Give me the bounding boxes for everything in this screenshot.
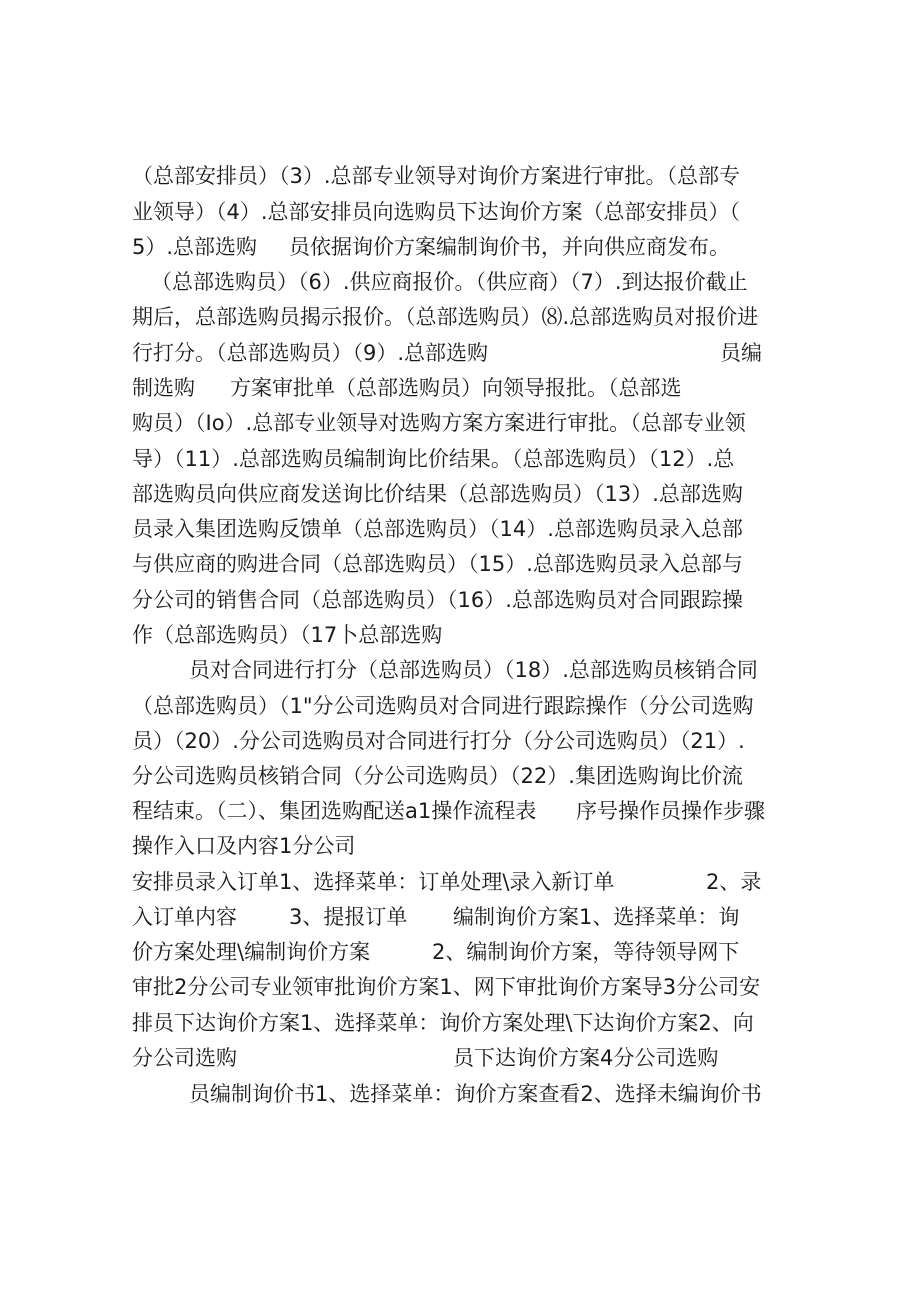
text-line: [0, 899, 920, 935]
text-segment: 员编制询价书1、选择菜单：询价方案查看2、选择未编询价书: [189, 1082, 762, 1106]
text-segment: 导）（11）.总部选购员编制询比价结果。（总部选购员）（12）.总: [132, 447, 735, 471]
text-segment: 分公司的销售合同（总部选购员）（16）.总部选购员对合同跟踪操: [132, 588, 743, 612]
text-segment: （总部选购员）（1"分公司选购员对合同进行跟踪操作（分公司选购: [132, 694, 754, 718]
text-line: [0, 370, 920, 406]
text-segment: 员下达询价方案4分公司选购: [453, 1046, 719, 1070]
text-segment: 价方案处理\编制询价方案: [132, 940, 371, 964]
text-line: [0, 617, 920, 653]
text-segment: 部选购员向供应商发送询比价结果（总部选购员）（13）.总部选购: [132, 482, 743, 506]
text-segment: 3、提报订单: [289, 905, 408, 929]
text-segment: 2、录: [706, 870, 762, 894]
text-segment: （总部安排员）（3）.总部专业领导对询价方案进行审批。（总部专: [132, 164, 741, 188]
text-segment: 操作入口及内容1分公司: [132, 834, 356, 858]
text-line: [0, 1005, 920, 1041]
text-segment: 员编: [720, 341, 762, 365]
text-line: [0, 864, 920, 900]
text-segment: 与供应商的购进合同（总部选购员）（15）.总部选购员录入总部与: [132, 552, 743, 576]
text-line: [0, 511, 920, 547]
text-line: [0, 229, 920, 265]
text-line: [0, 194, 920, 230]
text-line: [0, 264, 920, 300]
text-line: [0, 582, 920, 618]
text-line: [0, 299, 920, 335]
text-segment: 2、编制询价方案，等待领导网下: [432, 940, 740, 964]
text-segment: 安排员录入订单1、选择菜单：订单处理\录入新订单: [132, 870, 615, 894]
text-segment: 制选购: [132, 376, 195, 400]
text-line: [0, 758, 920, 794]
text-line: [0, 405, 920, 441]
text-line: [0, 688, 920, 724]
text-line: [0, 158, 920, 194]
text-line: [0, 546, 920, 582]
text-segment: （总部选购员）（6）.供应商报价。（供应商）（7）.到达报价截止: [151, 270, 748, 294]
text-segment: 业领导）（4）.总部安排员向选购员下达询价方案（总部安排员）（: [132, 200, 741, 224]
text-line: [0, 335, 920, 371]
text-line: [0, 723, 920, 759]
text-segment: 入订单内容: [132, 905, 237, 929]
text-segment: 员依据询价方案编制询价书，并向供应商发布。: [289, 235, 730, 259]
text-segment: 程结束。（二）、集团选购配送a1操作流程表: [132, 799, 537, 823]
text-segment: 员）（20）.分公司选购员对合同进行打分（分公司选购员）（21）.: [132, 729, 745, 753]
text-line: [0, 652, 920, 688]
text-line: [0, 828, 920, 864]
text-segment: 作（总部选购员）（17卜总部选购: [132, 623, 443, 647]
text-line: [0, 1076, 920, 1112]
text-segment: 审批2分公司专业领审批询价方案1、网下审批询价方案导3分公司安: [132, 975, 761, 999]
text-line: [0, 476, 920, 512]
text-segment: 方案审批单（总部选购员）向领导报批。（总部选: [230, 376, 682, 400]
text-segment: 序号操作员操作步骤: [576, 799, 765, 823]
text-segment: 编制询价方案1、选择菜单：询: [453, 905, 740, 929]
text-line: [0, 934, 920, 970]
text-segment: 员录入集团选购反馈单（总部选购员）（14）.总部选购员录入总部: [132, 517, 743, 541]
text-line: [0, 793, 920, 829]
text-segment: 分公司选购: [132, 1046, 237, 1070]
text-line: [0, 969, 920, 1005]
text-line: [0, 441, 920, 477]
text-segment: 5）.总部选购: [132, 235, 258, 259]
text-segment: 行打分。（总部选购员）（9）.总部选购: [132, 341, 489, 365]
text-line: [0, 1040, 920, 1076]
text-segment: 排员下达询价方案1、选择菜单：询价方案处理\下达询价方案2、向: [132, 1011, 754, 1035]
text-segment: 期后，总部选购员揭示报价。（总部选购员）⑻.总部选购员对报价进: [132, 305, 759, 329]
text-segment: 员对合同进行打分（总部选购员）（18）.总部选购员核销合同: [189, 658, 758, 682]
text-segment: 分公司选购员核销合同（分公司选购员）（22）.集团选购询比价流: [132, 764, 743, 788]
text-segment: 购员）（Io）.总部专业领导对选购方案方案进行审批。（总部专业领: [132, 411, 746, 435]
